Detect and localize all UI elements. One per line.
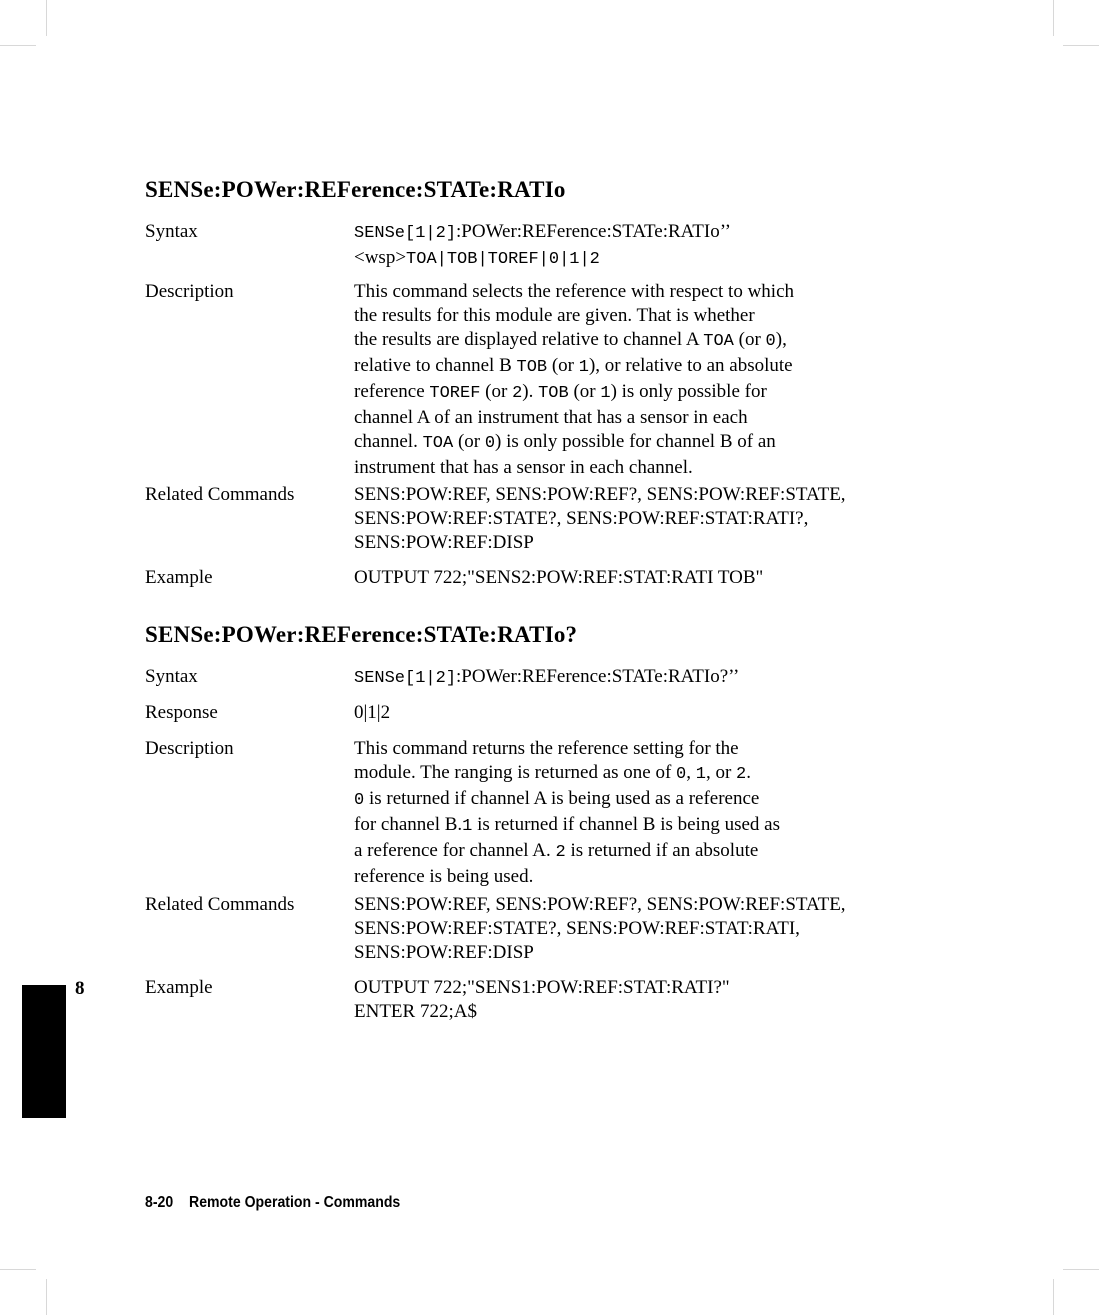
page-footer [145,1194,400,1212]
syntax-value [354,665,934,691]
description-text [354,737,934,889]
description-line: the results for this module are given. That is whether [354,305,755,326]
related-commands-label: Related Commands [145,894,295,915]
crop-mark [1063,45,1099,46]
response-label: Response [145,702,218,723]
crop-mark [0,1269,36,1270]
example-code [354,976,934,1024]
syntax-code: TOA|TOB|TOREF|0|1|2 [406,250,600,269]
description-line: This command selects the reference with respect to which [354,281,794,302]
footer-section-name: Remote Operation - Commands [189,1194,401,1211]
syntax-label: Syntax [145,666,198,687]
related-command-line: SENS:POW:REF:STATE?, SENS:POW:REF:STAT:RATI, [354,918,800,939]
example-label: Example [145,567,213,588]
related-command-line: SENS:POW:REF, SENS:POW:REF?, SENS:POW:REF:STATE, [354,484,846,505]
syntax-code: SENSe[1|2] [354,224,457,243]
crop-mark [46,0,47,36]
example-code [354,566,934,590]
section-title: SENSe:POWer:REFerence:STATe:RATIo? [145,622,578,647]
chapter-number: 8 [75,978,85,999]
example-line: OUTPUT 722;"SENS1:POW:REF:STAT:RATI?" [354,977,730,998]
description-line: reference TOREF (or 2). TOB (or 1) is only possible for [354,381,767,403]
description-line: channel. TOA (or 0) is only possible for channel B of an [354,431,776,453]
crop-mark [46,1279,47,1315]
description-line: for channel B.1 is returned if channel B is being used as [354,814,780,836]
description-label: Description [145,281,234,302]
description-line: relative to channel B TOB (or 1), or relative to an absolute [354,355,793,377]
description-line: reference is being used. [354,866,534,887]
description-line: instrument that has a sensor in each channel. [354,457,693,478]
description-line: 0 is returned if channel A is being used as a reference [354,788,760,810]
description-line: This command returns the reference setting for the [354,738,739,759]
syntax-label: Syntax [145,221,198,242]
section-title: SENSe:POWer:REFerence:STATe:RATIo [145,177,566,202]
related-commands-label: Related Commands [145,484,295,505]
related-commands-value [354,483,934,555]
description-line: the results are displayed relative to channel A TOA (or 0), [354,329,787,351]
syntax-text: <wsp> [354,247,407,268]
description-line: channel A of an instrument that has a sensor in each [354,407,748,428]
example-line: ENTER 722;A$ [354,1001,477,1022]
example-line: OUTPUT 722;"SENS2:POW:REF:STAT:RATI TOB" [354,567,764,588]
crop-mark [0,45,36,46]
description-line: a reference for channel A. 2 is returned if an absolute [354,840,759,862]
crop-mark [1053,0,1054,36]
description-text [354,280,934,480]
crop-mark [1063,1269,1099,1270]
syntax-code: SENSe[1|2] [354,669,457,688]
related-command-line: SENS:POW:REF, SENS:POW:REF?, SENS:POW:REF:STATE, [354,894,846,915]
related-commands-value [354,893,934,965]
related-command-line: SENS:POW:REF:STATE?, SENS:POW:REF:STAT:RATI?, [354,508,809,529]
syntax-value [354,220,934,272]
example-label: Example [145,977,213,998]
page-number: 8-20 [145,1194,174,1211]
chapter-tab [22,985,66,1118]
related-command-line: SENS:POW:REF:DISP [354,532,534,553]
description-label: Description [145,738,234,759]
syntax-text: :POWer:REFerence:STATe:RATIo?’’ [456,666,740,687]
syntax-text: :POWer:REFerence:STATe:RATIo’’ [456,221,731,242]
crop-mark [1053,1279,1054,1315]
response-value: 0|1|2 [354,702,391,723]
related-command-line: SENS:POW:REF:DISP [354,942,534,963]
description-line: module. The ranging is returned as one of 0, 1, or 2. [354,762,751,784]
